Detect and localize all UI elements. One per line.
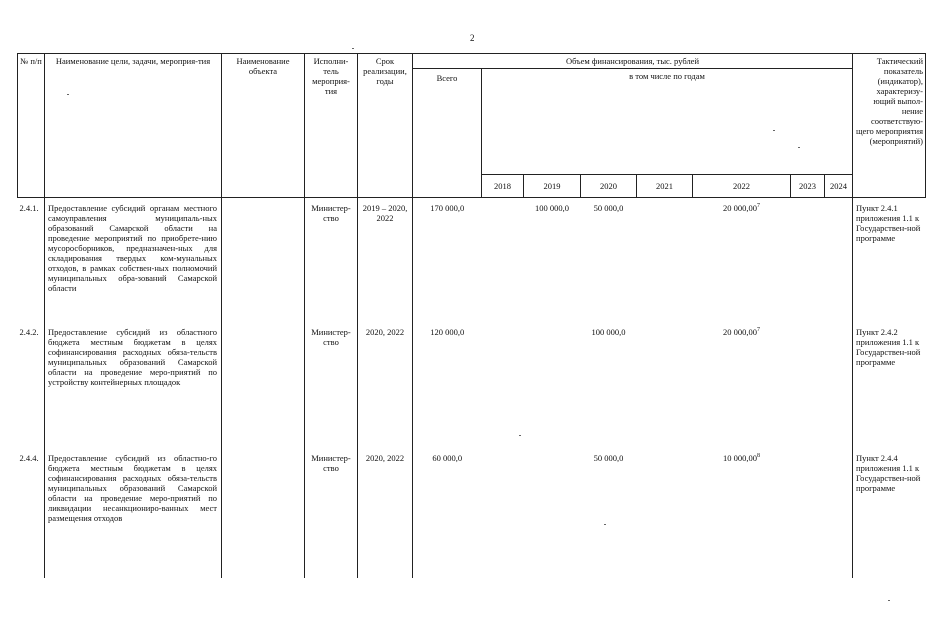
row-2022: 10 000,00 (723, 452, 757, 463)
row-2018 (482, 322, 524, 448)
row-total: 170 000,0 (413, 198, 482, 322)
header-by-years: в том числе по годам (482, 69, 853, 175)
table-body (18, 198, 926, 578)
row-object (222, 322, 305, 448)
funding-table (17, 53, 926, 578)
header-term: Срок реализации, годы (358, 54, 413, 198)
table-row (18, 198, 926, 322)
row-2022-cell (693, 322, 791, 448)
row-2019: 100 000,0 (535, 203, 569, 213)
scan-speck (352, 48, 354, 49)
row-2018 (482, 448, 524, 578)
header-num: № п/п (18, 54, 45, 198)
row-2018 (482, 198, 524, 322)
header-year-2022: 2022 (693, 175, 791, 198)
row-num: 2.4.1. (18, 198, 45, 322)
row-2022: 20 000,00 (723, 326, 757, 337)
scan-speck (604, 524, 606, 525)
row-name: Предоставление субсидий из областного бюджета местным бюджетам в целях софинансирования расходных обяза-тельств муниципальных образований Самарской области на проведение меро-приятий по устройству контейнерных площадок (45, 322, 222, 448)
row-term: 2019 – 2020, 2022 (358, 198, 413, 322)
header-executor: Исполни-тель мероприя-тия (305, 54, 358, 198)
header-name: Наименование цели, задачи, мероприя-тия (45, 54, 222, 198)
header-object: Наименование объекта (222, 54, 305, 198)
scan-speck (519, 435, 521, 436)
scan-speck (798, 147, 800, 148)
row-num: 2.4.2. (18, 322, 45, 448)
header-year-2021: 2021 (637, 175, 693, 198)
page-number: 2 (470, 33, 475, 43)
row-executor: Министер-ство (305, 448, 358, 578)
row-name: Предоставление субсидий из областно-го бюджета местным бюджетам в целях софинансирования расходных обяза-тельств муниципальных образований Самарской области на проведение меро-приятий по ликвидации несанкциониро-ванных мест размещения отходов (45, 448, 222, 578)
row-2022-cell (693, 448, 791, 578)
row-2020: 100 000,0 (591, 326, 626, 337)
header-indicator: Тактический показатель (индикатор), характеризу-ющий выпол-нение соответствую-щего мероприятия (мероприятий) (853, 54, 926, 198)
table-header (18, 54, 926, 198)
row-executor: Министер-ство (305, 322, 358, 448)
row-total: 120 000,0 (413, 322, 482, 448)
row-2024 (825, 448, 853, 578)
row-term: 2020, 2022 (358, 448, 413, 578)
row-indicator: Пункт 2.4.1 приложения 1.1 к Государствен-ной программе (853, 198, 926, 322)
row-num: 2.4.4. (18, 448, 45, 578)
header-year-2018: 2018 (482, 175, 524, 198)
scan-speck (67, 94, 69, 95)
header-total: Всего (413, 69, 482, 198)
row-term: 2020, 2022 (358, 322, 413, 448)
header-year-2023: 2023 (791, 175, 825, 198)
row-2023 (791, 448, 825, 578)
row-object (222, 448, 305, 578)
footnote-mark: 7 (757, 203, 760, 210)
row-2024 (825, 198, 853, 322)
header-year-2019: 2019 (524, 175, 581, 198)
row-2019 (524, 322, 581, 448)
row-object (222, 198, 305, 322)
table-row (18, 448, 926, 578)
row-2023 (791, 198, 825, 322)
scan-speck (773, 130, 775, 131)
row-2021 (637, 322, 693, 448)
header-year-2024: 2024 (825, 175, 853, 198)
row-executor: Министер-ство (305, 198, 358, 322)
footnote-mark: 8 (757, 452, 760, 459)
scan-speck (888, 600, 890, 601)
row-2022: 20 000,00 (723, 203, 757, 213)
row-2022-cell (693, 198, 791, 322)
row-2020: 50 000,0 (593, 452, 624, 463)
header-year-2020: 2020 (581, 175, 637, 198)
funding-table-wrapper (17, 53, 924, 578)
row-2019 (524, 448, 581, 578)
row-2021 (637, 448, 693, 578)
header-funding: Объем финансирования, тыс. рублей (413, 54, 853, 69)
row-2023 (791, 322, 825, 448)
row-2024 (825, 322, 853, 448)
table-row (18, 322, 926, 448)
row-2020: 50 000,0 (593, 203, 624, 213)
row-name: Предоставление субсидий органам местного самоуправления муниципаль-ных образований Самарской области на проведение мероприятий по приобрете-нию мусоросборников, предназначен-ных для складирования твердых ком-мунальных отходов, в рамках собствен-ных полномочий муниципальных обра-зований Самарской области (45, 198, 222, 322)
row-total: 60 000,0 (413, 448, 482, 578)
row-2021 (637, 198, 693, 322)
row-indicator: Пункт 2.4.4 приложения 1.1 к Государствен-ной программе (853, 448, 926, 578)
row-indicator: Пункт 2.4.2 приложения 1.1 к Государствен-ной программе (853, 322, 926, 448)
footnote-mark: 7 (757, 326, 760, 333)
